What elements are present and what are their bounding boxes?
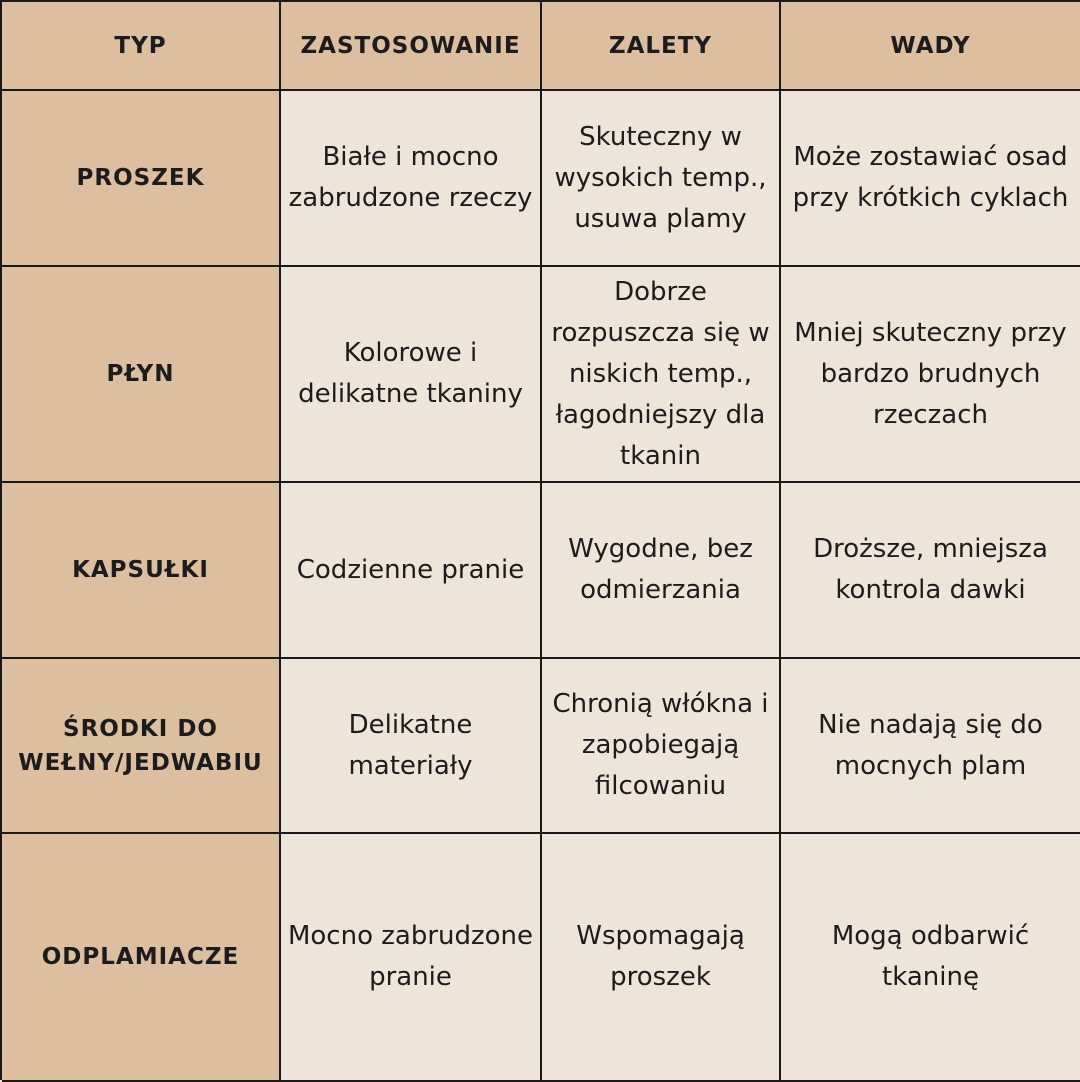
row-usage-cell: Mocno zabrudzone pranie [281,834,542,1082]
row-pros-cell: Chronią włókna i zapobiegają filcowaniu [542,659,781,834]
row-cons-cell: Mniej skuteczny przy bardzo brudnych rzeczach [781,267,1080,483]
row-cons-cell: Może zostawiać osad przy krótkich cyklach [781,91,1080,267]
row-usage-cell: Białe i mocno zabrudzone rzeczy [281,91,542,267]
row-cons-cell: Mogą odbarwić tkaninę [781,834,1080,1082]
row-type-cell: ODPLAMIACZE [2,834,281,1082]
row-pros-cell: Dobrze rozpuszcza się w niskich temp., łagodniejszy dla tkanin [542,267,781,483]
row-type-cell: ŚRODKI DO WEŁNY/JEDWABIU [2,659,281,834]
row-pros-cell: Skuteczny w wysokich temp., usuwa plamy [542,91,781,267]
row-usage-cell: Delikatne materiały [281,659,542,834]
header-cons: WADY [781,2,1080,91]
row-usage-cell: Codzienne pranie [281,483,542,659]
row-pros-cell: Wspomagają proszek [542,834,781,1082]
row-cons-cell: Nie nadają się do mocnych plam [781,659,1080,834]
header-usage: ZASTOSOWANIE [281,2,542,91]
header-type: TYP [2,2,281,91]
row-type-cell: PŁYN [2,267,281,483]
row-type-cell: KAPSUŁKI [2,483,281,659]
row-type-cell: PROSZEK [2,91,281,267]
header-pros: ZALETY [542,2,781,91]
row-cons-cell: Droższe, mniejsza kontrola dawki [781,483,1080,659]
row-usage-cell: Kolorowe i delikatne tkaniny [281,267,542,483]
row-pros-cell: Wygodne, bez odmierzania [542,483,781,659]
